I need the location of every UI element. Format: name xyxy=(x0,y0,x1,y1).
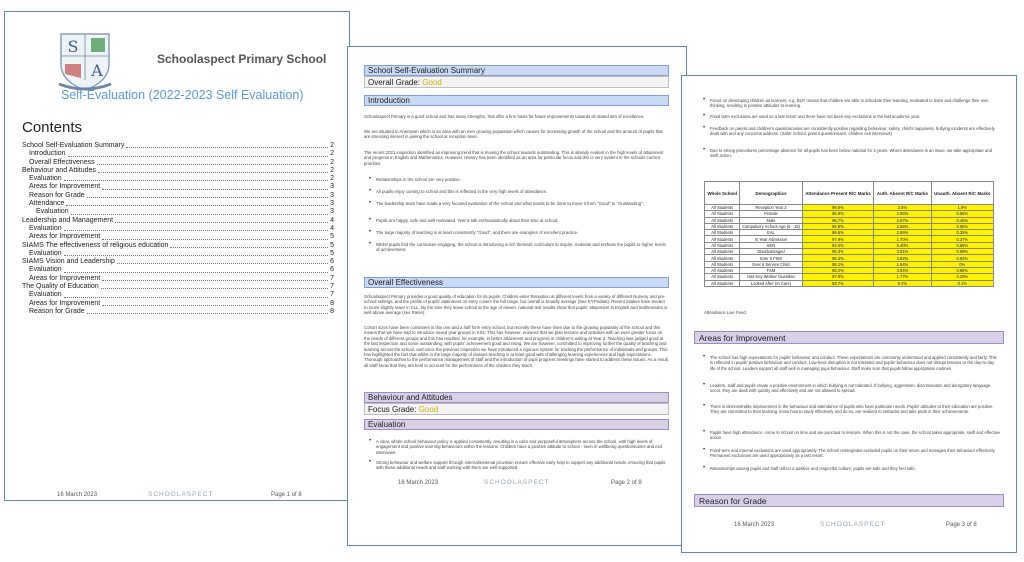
table-cell: All Students xyxy=(705,255,740,261)
table-cell: All Students xyxy=(705,205,740,211)
table-cell: All Students xyxy=(705,223,740,229)
toc-entry-label: Reason for Grade xyxy=(29,191,85,199)
table-header-cell: Auth. Absent R/C Marks xyxy=(874,182,931,205)
table-cell: 1.77% xyxy=(874,274,931,280)
toc-entry-label: Areas for Improvement xyxy=(29,233,101,241)
evaluation-bullet: • Strong behaviour and welfare support through internal/external provision ensure effective early help to support any additional needs, ensuring that pupils with these additional needs and staff working with them are well supported. xyxy=(376,460,666,471)
table-cell: 0.56% xyxy=(931,242,994,248)
table-cell: All Students xyxy=(705,230,740,236)
toc-entry-label: Introduction xyxy=(29,150,66,158)
intro-bullet: • Relationships in the school are very positive. xyxy=(376,177,666,182)
toc-entry-page: 5 xyxy=(330,233,334,241)
toc-entry[interactable] xyxy=(22,167,334,175)
table-header-cell: Whole School xyxy=(705,182,740,205)
table-cell: 2.56% xyxy=(874,223,931,229)
improvement-bullet: • Pupils have high attendance, come to school on time and are punctual to lessons. When this is not the case, the school takes appropriate, swift and effective action. xyxy=(710,430,1000,441)
footer-page-number: Page 1 of 8 xyxy=(271,492,302,498)
table-cell: 2.95% xyxy=(874,230,931,236)
toc-dot-leader xyxy=(102,280,328,281)
table-cell: FSM xyxy=(740,267,802,273)
table-cell: In Year Admission xyxy=(740,236,802,242)
footer-page-number: Page 3 of 8 xyxy=(946,522,977,528)
table-cell: 0.1% xyxy=(931,280,994,286)
table-cell: 0.93% xyxy=(931,255,994,261)
crest-letter-a: A xyxy=(91,61,103,80)
toc-entry[interactable] xyxy=(22,192,334,200)
table-cell: Disadvantaged xyxy=(740,249,802,255)
footer-brand-logo: SCHOOLASPECT xyxy=(148,491,214,498)
intro-bullet: • Whilst pupils find the curriculum engaging, the school is introducing a rich thematic curriculum to inspire, motivate and enthuse the pupils to higher levels of achievement. xyxy=(376,242,666,253)
toc-entry-page: 2 xyxy=(330,166,334,174)
table-cell: Looked After (In Care) xyxy=(740,280,802,286)
toc-entry-label: Leadership and Management xyxy=(22,216,114,224)
table-cell: 94.0% xyxy=(802,242,874,248)
areas-for-improvement-header: Areas for Improvement xyxy=(694,331,1004,344)
toc-entry[interactable] xyxy=(22,233,334,241)
table-cell: 0.35% xyxy=(931,230,994,236)
toc-dot-leader xyxy=(170,247,328,248)
toc-entry-page: 4 xyxy=(330,216,334,224)
intro-paragraph: The recent 2021 inspection identified an improving trend that is moving the school towards outstanding. This is already evident in the high levels of attainment and progress in English and Mathematics. However, History has been identified as an area for particular focus and this is very evident in the schools current priorities. xyxy=(364,150,664,166)
table-cell: 96.8% xyxy=(802,223,874,229)
toc-entry[interactable] xyxy=(22,308,334,316)
evaluation-bullet: • A clear, whole school behaviour policy is applied consistently, resulting in a calm and purposeful atmosphere across the school, with high levels of engagement and positive learning behaviours within the lessons. Children have a positive attitude to school - seen in wellbeing questionnaires and exit interviews. xyxy=(376,439,666,455)
improvement-bullet: • The school has high expectations for pupils' behaviour and conduct. These expectations are commonly understood and applied consistently and fairly. This is reflected in pupils' positive behaviour and conduct. Low-level disruption is not tolerated and pupils' behaviour does not disrupt lessons or the day-to-day life of the school. Leaders support all staff well in managing pupil behaviour. Staff make sure that pupils follow appropriate routines. xyxy=(710,355,1000,371)
evaluation-header: Evaluation xyxy=(364,419,669,430)
toc-entry-page: 3 xyxy=(330,183,334,191)
table-cell: 0.86% xyxy=(931,267,994,273)
toc-dot-leader xyxy=(64,255,328,256)
toc-entry-page: 7 xyxy=(330,291,334,299)
table-cell: 0.37% xyxy=(931,236,994,242)
table-cell: 1.94% xyxy=(874,261,931,267)
toc-dot-leader xyxy=(102,239,328,240)
table-cell: All Students xyxy=(705,261,740,267)
toc-entry[interactable] xyxy=(22,258,334,266)
toc-entry-label: Overall Effectiveness xyxy=(29,158,95,166)
toc-entry-page: 2 xyxy=(330,175,334,183)
table-caption: Attendance Live Feed xyxy=(704,310,746,315)
toc-entry-page: 7 xyxy=(330,274,334,282)
table-cell: 2.67% xyxy=(874,217,931,223)
toc-entry-page: 6 xyxy=(330,266,334,274)
document-page-3 xyxy=(681,75,1017,553)
overall-paragraph: Cohort sizes have been consistent in this one and a half form entry school, but recently these have risen due to the growing popularity of the school and this means that we have had to introduce mixed year groups in KS1. This has however, ensured that we plan lessons and activities with an even greater focus on the needs of different groups and this has resulted, for example, in better attainment and progress in children's writing at Year 2. Teaching was judged good at the last inspection and some outstanding, with pupils' achievement good and rising. We are however, committed to improving further the quality of teaching and learning across the school, and since the previous inspection we have introduced a rigorous system for tracking the performance of individuals and groups. This has highlighted the fact that whilst in the large majority of classes teaching is at least good with challenging learning experiences and high expectations. Thorough approaches to the performance management of staff and the introduction of pupil progress meetings have started to address these issues. As a result, all staff know that they are held to account for the performance of the children they teach. xyxy=(364,325,669,368)
table-cell: 0.89% xyxy=(931,249,994,255)
table-cell: 0.29% xyxy=(931,274,994,280)
document-page-2 xyxy=(347,46,687,546)
table-cell: 97.9% xyxy=(802,274,874,280)
table-of-contents xyxy=(22,142,334,316)
toc-entry-label: Evaluation xyxy=(29,266,62,274)
table-cell: All Students xyxy=(705,217,740,223)
overall-grade-label: Overall Grade: xyxy=(368,78,423,87)
behaviour-bullet: • Focus on developing children as learners, e.g. BLP, means that children are able to articulate their learning, motivated to learn and challenge their own thinking, resulting in positive attitudes to learning. xyxy=(710,98,1000,109)
toc-entry[interactable] xyxy=(22,142,334,150)
toc-entry-label: Evaluation xyxy=(29,249,62,257)
toc-dot-leader xyxy=(98,172,328,173)
behaviour-bullet: • Due to strong procedures percentage absence for all pupils has been below national for 3 years. Where attendance is an issue, we take appropriate and swift action. xyxy=(710,148,1000,159)
toc-entry[interactable] xyxy=(22,200,334,208)
focus-grade-value: Good xyxy=(418,405,439,414)
table-header-cell: Attendance Present R/C Marks xyxy=(802,182,874,205)
summary-header: School Self-Evaluation Summary xyxy=(364,65,669,76)
toc-entry[interactable] xyxy=(22,283,334,291)
toc-dot-leader xyxy=(68,156,329,157)
table-cell: Male xyxy=(740,217,802,223)
toc-entry[interactable] xyxy=(22,225,334,233)
toc-entry-page: 8 xyxy=(330,299,334,307)
table-header-row xyxy=(705,182,994,205)
table-cell: 0% xyxy=(931,261,994,267)
intro-bullet: • All pupils enjoy coming to school and this is reflected in the very high levels of attendance. xyxy=(376,189,666,194)
toc-entry-page: 5 xyxy=(330,241,334,249)
school-crest-logo xyxy=(57,30,113,92)
toc-entry-label: Evaluation xyxy=(29,224,62,232)
toc-entry-page: 3 xyxy=(330,208,334,216)
table-cell: All Students xyxy=(705,249,740,255)
toc-entry-label: The Quality of Education xyxy=(22,283,99,291)
toc-entry[interactable] xyxy=(22,242,334,250)
footer-date: 16 March 2023 xyxy=(734,522,775,528)
toc-entry[interactable] xyxy=(22,300,334,308)
improvement-bullet: • Leaders, staff and pupils create a positive environment in which bullying is not tolerated. If bullying, aggression, discrimination and derogatory language occur, they are dealt with quickly and effectively and are not allowed to spread. xyxy=(710,383,1000,394)
toc-dot-leader xyxy=(117,263,328,264)
table-cell: 95.3% xyxy=(802,249,874,255)
improvement-bullet: • Relationships among pupils and staff reflect a positive and respectful culture; pupils are safe and they feel safe. xyxy=(710,466,1000,471)
table-cell: 6.2% xyxy=(874,280,931,286)
toc-dot-leader xyxy=(87,197,328,198)
toc-entry-label: Reason for Grade xyxy=(29,307,85,315)
toc-entry[interactable] xyxy=(22,208,334,216)
table-cell: 93.7% xyxy=(802,280,874,286)
intro-bullet: • The large majority of teaching is at least consistently "Good", and there are examples of excellent practice. xyxy=(376,230,666,235)
document-title: Self-Evaluation (2022-2023 Self Evaluation) xyxy=(61,88,304,102)
toc-entry[interactable] xyxy=(22,291,334,299)
intro-paragraph: Schoolaspect Primary is a good school and has many strengths, that offer a firm basis for future improvements towards its stated aim of excellence. xyxy=(364,114,645,119)
intro-paragraph: We are situated in Anentown which is an area with an ever growing population which causes for increasing growth of the school and the amount of pupils that are stressing interest in joining the school at reception level. xyxy=(364,129,663,140)
table-body xyxy=(705,205,994,287)
school-name: Schoolaspect Primary School xyxy=(157,52,327,66)
toc-dot-leader xyxy=(101,288,328,289)
toc-entry-page: 2 xyxy=(330,158,334,166)
toc-entry-label: Areas for Improvement xyxy=(29,274,101,282)
toc-entry[interactable] xyxy=(22,175,334,183)
table-row xyxy=(705,280,994,286)
table-cell: 1.70% xyxy=(874,236,931,242)
table-cell: 2.55% xyxy=(874,211,931,217)
toc-entry-page: 8 xyxy=(330,307,334,315)
toc-entry-page: 7 xyxy=(330,283,334,291)
toc-dot-leader xyxy=(64,180,328,181)
toc-entry-page: 3 xyxy=(330,191,334,199)
table-cell: Ever 6 Service Child xyxy=(740,261,802,267)
toc-entry-label: Evaluation xyxy=(29,175,62,183)
toc-dot-leader xyxy=(64,230,328,231)
toc-entry[interactable] xyxy=(22,150,334,158)
introduction-header: Introduction xyxy=(364,95,669,106)
table-cell: 97.9% xyxy=(802,236,874,242)
toc-entry-page: 2 xyxy=(330,150,334,158)
table-cell: 0.65% xyxy=(931,223,994,229)
overall-effectiveness-header: Overall Effectiveness xyxy=(364,277,669,288)
toc-dot-leader xyxy=(102,305,328,306)
behaviour-bullet: • Feedback on parent and children's questionnaires are consistently positive regarding behaviour, safety, child's happiness, bullying incidents are effectively dealt with and any concerns address. (Safer School, parent questionnaire, children exit interviews) xyxy=(710,126,1000,137)
toc-dot-leader xyxy=(97,164,328,165)
reason-for-grade-header: Reason for Grade xyxy=(694,494,1004,507)
toc-entry-label: SIAMS Vision and Leadership xyxy=(22,258,115,266)
focus-grade-label: Focus Grade: xyxy=(368,405,419,414)
toc-dot-leader xyxy=(71,214,328,215)
intro-bullet: • The leadership team have made a very focused evaluation of the school and what needs to be done to move it from "Good" to "Outstanding". xyxy=(376,201,666,206)
behaviour-header: Behaviour and Attitudes xyxy=(364,392,669,403)
table-cell: All Students xyxy=(705,242,740,248)
table-cell: All Students xyxy=(705,267,740,273)
toc-entry-label: Evaluation xyxy=(29,291,62,299)
table-cell: 5.40% xyxy=(874,242,931,248)
table-cell: 96.6% xyxy=(802,205,874,211)
table-cell: 95.3% xyxy=(802,255,874,261)
focus-grade xyxy=(364,403,669,415)
toc-entry-label: Evaluation xyxy=(36,208,69,216)
attendance-table xyxy=(704,181,994,287)
toc-dot-leader xyxy=(126,147,328,148)
toc-entry-label: School Self-Evaluation Summary xyxy=(22,142,125,149)
table-cell: 0.45% xyxy=(931,217,994,223)
table-cell: All Students xyxy=(705,236,740,242)
toc-entry-page: 4 xyxy=(330,224,334,232)
toc-dot-leader xyxy=(115,222,328,223)
table-cell: 0.56% xyxy=(931,211,994,217)
table-cell: Reception Year 2 xyxy=(740,205,802,211)
overall-paragraph: Schoolaspect Primary provides a good quality of education for its pupils. Children enter Reception at different levels from a variety of different Nursery and pre-school settings, and the profile of pupils' attainment on entry covers the full range, but overall is broadly average (See EYFSdata). Recent intakes have tended to score slightly lower in CLL. By the time they leave school at the age of eleven, national test results show that pupils' attainment in English and mathematics is well above average (see Raise). xyxy=(364,294,668,316)
table-cell: Female xyxy=(740,211,802,217)
table-cell: 98.1% xyxy=(802,261,874,267)
toc-entry-label: Behaviour and Attitudes xyxy=(22,166,96,174)
footer-brand-logo: SCHOOLASPECT xyxy=(484,479,550,486)
table-cell: 3.94% xyxy=(874,267,931,273)
toc-entry-page: 2 xyxy=(330,142,334,149)
table-cell: All Students xyxy=(705,211,740,217)
table-cell: All Students xyxy=(705,274,740,280)
toc-entry[interactable] xyxy=(22,275,334,283)
toc-dot-leader xyxy=(102,189,328,190)
table-cell: 96.5% xyxy=(802,230,874,236)
contents-heading: Contents xyxy=(22,119,83,136)
table-cell: SEN xyxy=(740,242,802,248)
table-cell: 1.9% xyxy=(931,205,994,211)
toc-entry[interactable] xyxy=(22,159,334,167)
table-cell: 96.9% xyxy=(802,211,874,217)
toc-dot-leader xyxy=(64,272,328,273)
table-cell: 2.5% xyxy=(874,205,931,211)
crest-letter-s: S xyxy=(67,37,79,56)
table-cell: Has Key Worker Guardian xyxy=(740,274,802,280)
toc-entry-label: SIAMS The effectiveness of religious education xyxy=(22,241,169,249)
table-cell: Compulsory School Age (5 - 15) xyxy=(740,223,802,229)
toc-entry-page: 6 xyxy=(330,258,334,266)
table-header-cell: Demographics xyxy=(740,182,802,205)
toc-dot-leader xyxy=(66,205,328,206)
toc-entry[interactable] xyxy=(22,217,334,225)
toc-dot-leader xyxy=(87,313,328,314)
toc-entry-label: Attendance xyxy=(29,200,65,208)
toc-entry-page: 5 xyxy=(330,249,334,257)
toc-entry-label: Areas for Improvement xyxy=(29,183,101,191)
toc-entry-page: 3 xyxy=(330,200,334,208)
improvement-bullet: • There is demonstrable improvement in the behaviour and attendance of pupils who have particular needs. Pupils' attitudes to their education are positive. They are committed to their learning, know how to study effectively and do so, are resilient to setbacks and take pride in their achievements. xyxy=(710,404,1000,415)
footer-brand-logo: SCHOOLASPECT xyxy=(820,521,886,528)
toc-entry[interactable] xyxy=(22,183,334,191)
table-cell: 3.82% xyxy=(874,255,931,261)
table-cell: 95.2% xyxy=(802,267,874,273)
toc-dot-leader xyxy=(64,297,328,298)
toc-entry[interactable] xyxy=(22,266,334,274)
footer-date: 16 March 2023 xyxy=(398,480,439,486)
toc-entry[interactable] xyxy=(22,250,334,258)
behaviour-bullet: • Fixed term exclusions are used as a last resort and there have not been any exclusions in the last academic year. xyxy=(710,114,1000,119)
overall-grade-value: Good xyxy=(422,78,442,87)
table-cell: Ever 6 FSM xyxy=(740,255,802,261)
table-cell: EAL xyxy=(740,230,802,236)
intro-bullet: • Pupils are happy, safe and well motivated. Year 6 talk enthusiastically about their time at school. xyxy=(376,218,666,223)
table-cell: All Students xyxy=(705,280,740,286)
toc-entry-label: Areas for Improvement xyxy=(29,299,101,307)
table-cell: 96.7% xyxy=(802,217,874,223)
overall-grade xyxy=(364,76,669,88)
document-page-1 xyxy=(4,11,350,501)
improvement-bullet: • Fixed-term and internal exclusions are used appropriately. The school reintegrates excluded pupils on their return and manages their behaviour effectively. Permanent exclusions are used appropriately as a last resort. xyxy=(710,448,1000,459)
footer-page-number: Page 2 of 8 xyxy=(611,480,642,486)
table-header-cell: Unauth. Absent R/C Marks xyxy=(931,182,994,205)
table-cell: 3.81% xyxy=(874,249,931,255)
footer-date: 16 March 2023 xyxy=(57,492,98,498)
